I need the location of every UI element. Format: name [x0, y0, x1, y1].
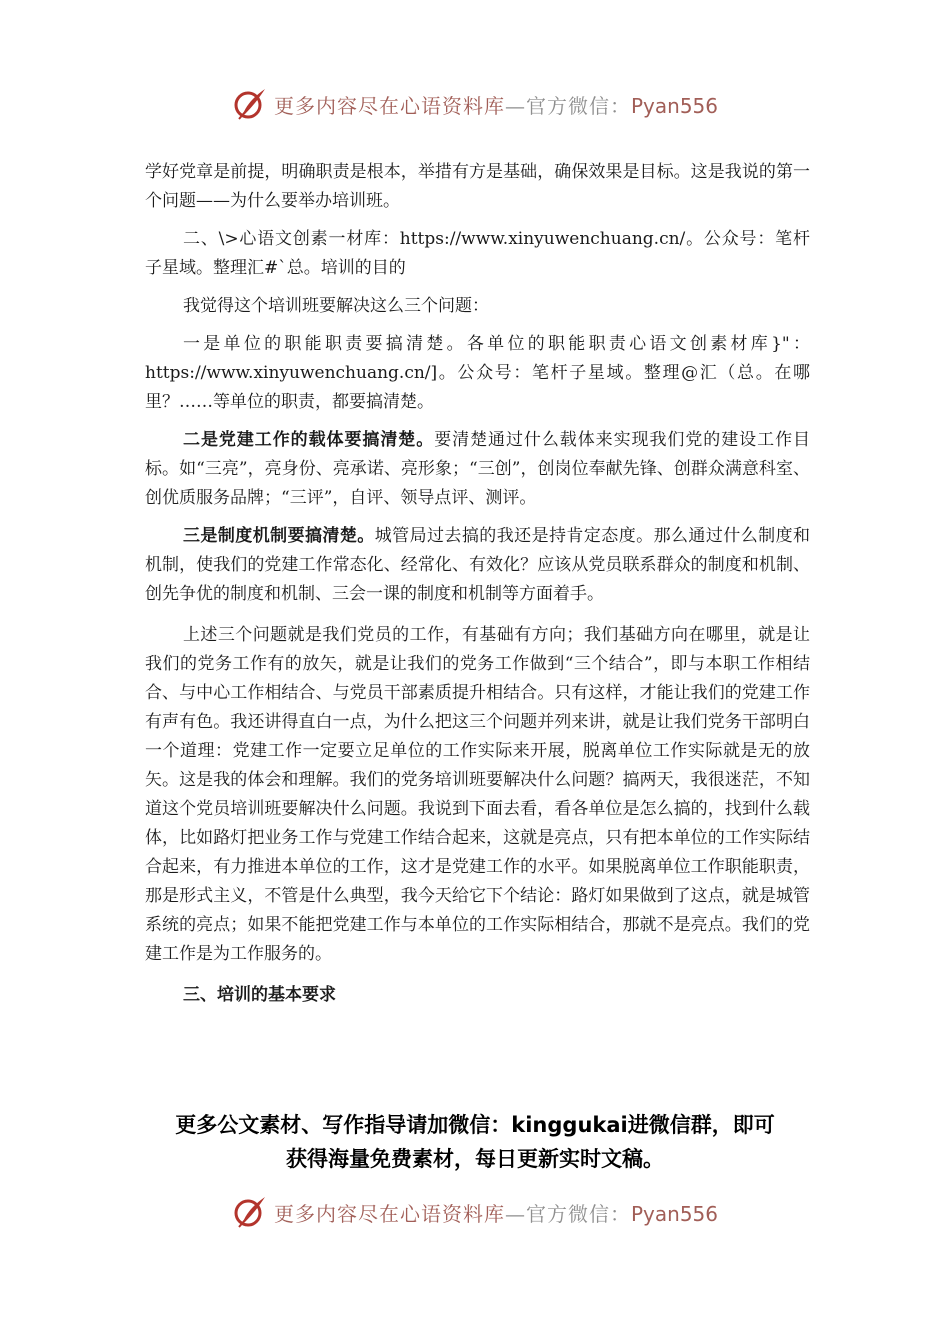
section-heading-3	[145, 981, 810, 1010]
section-heading-3-text: 三、培训的基本要求	[183, 985, 336, 1005]
paragraph-5-text: 要清楚通过什么载体来实现我们党的建设工作目标。如“三亮”，亮身份、亮承诺、亮形象；“三创”，创岗位奉献先锋、创群众满意科室、创优质服务品牌；“三评”，自评、领导点评、测评。	[145, 430, 811, 508]
paragraph-6-text: 城管局过去搞的我还是持肯定态度。那么通过什么制度和机制，使我们的党建工作常态化、经常化、有效化？应该从党员联系群众的制度和机制、创先争优的制度和机制、三会一课的制度和机制等方面着手。	[145, 526, 811, 604]
paragraph-6	[145, 522, 810, 609]
promo-line-2: 获得海量免费素材，每日更新实时文稿。	[286, 1147, 664, 1171]
paragraph-6-lead: 三是制度机制要搞清楚。	[183, 526, 375, 546]
paragraph-5-lead: 二是党建工作的载体要搞清楚。	[183, 430, 435, 450]
footer-dash: —	[504, 1201, 526, 1226]
banner-wechat-label: 官方微信：	[525, 93, 631, 118]
paragraph-7: 上述三个问题就是我们党员的工作，有基础有方向；我们基础方向在哪里，就是让我们的党务工作有的放矢，就是让我们的党务工作做到“三个结合”，即与本职工作相结合、与中心工作相结合、与党员干部素质提升相结合。只有这样，才能让我们的党建工作有声有色。我还讲得直白一点，为什么把这三个问题并列来讲，就是让我们党务干部明白一个道理：党建工作一定要立足单位的工作实际来开展，脱离单位工作实际就是无的放矢。这是我的体会和理解。我们的党务培训班要解决什么问题？搞两天，我很迷茫，不知道这个党员培训班要解决什么问题。我说到下面去看，看各单位是怎么搞的，找到什么载体，比如路灯把业务工作与党建工作结合起来，这就是亮点，只有把本单位的工作实际结合起来，有力推进本单位的工作，这才是党建工作的水平。如果脱离单位工作职能职责，那是形式主义，不管是什么典型，我今天给它下个结论：路灯如果做到了这点，就是城管系统的亮点；如果不能把党建工作与本单位的工作实际相结合，那就不是亮点。我们的党建工作是为工作服务的。	[145, 625, 810, 964]
footer-site-name: 更多内容尽在心语资料库	[273, 1201, 505, 1226]
paragraph-1: 学好党章是前提，明确职责是根本，举措有方是基础，确保效果是目标。这是我说的第一个问题——为什么要举办培训班。	[145, 162, 810, 211]
banner-wechat-id: Pyan556	[630, 93, 718, 118]
paragraph-2: 二、\>心语文创素一材库：https://www.xinyuwenchuang.cn/。公众号：笔杆子星域。整理汇#`总。培训的目的	[145, 229, 810, 278]
paragraph-4: 一是单位的职能职责要搞清楚。各单位的职能职责心语文创素材库}"：https://www.xinyuwenchuang.cn/]。公众号：笔杆子星域。整理@汇（总。在哪里？……等单位的职责，都要搞清楚。	[145, 334, 810, 412]
header-banner	[0, 82, 950, 126]
footer-wechat-label: 官方微信：	[525, 1201, 631, 1226]
footer-wechat-id: Pyan556	[630, 1201, 718, 1226]
quill-logo-icon	[232, 86, 268, 122]
promo-line-1: 更多公文素材、写作指导请加微信：kinggukai进微信群，即可	[175, 1113, 775, 1137]
paragraph-3: 我觉得这个培训班要解决这么三个问题：	[183, 296, 489, 316]
paragraph-5	[145, 426, 810, 513]
footer-banner	[0, 1190, 950, 1234]
banner-site-name: 更多内容尽在心语资料库	[273, 93, 505, 118]
banner-dash: —	[504, 93, 526, 118]
quill-logo-icon	[232, 1194, 268, 1230]
promo-block	[120, 1108, 830, 1176]
document-body	[145, 158, 810, 1019]
